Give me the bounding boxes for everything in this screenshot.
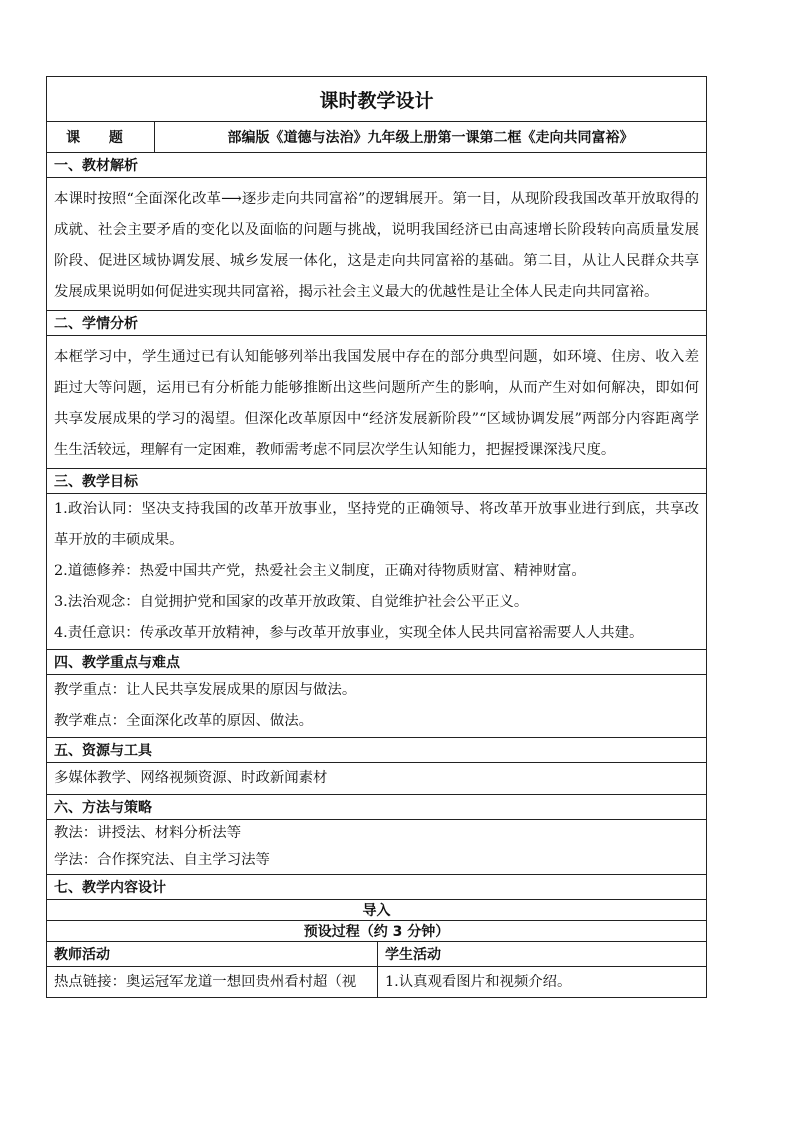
section-heading-resources: 五、资源与工具 xyxy=(47,738,707,763)
document-title: 课时教学设计 xyxy=(47,77,707,122)
section-body-textbook-analysis xyxy=(47,178,707,311)
student-activity-header: 学生活动 xyxy=(378,942,707,967)
student-activity-cell: 1.认真观看图片和视频介绍。 xyxy=(378,967,707,998)
list-item: 2.道德修养：热爱中国共产党，热爱社会主义制度，正确对待物质财富、精神财富。 xyxy=(54,563,586,579)
subject-value: 部编版《道德与法治》九年级上册第一课第二框《走向共同富裕》 xyxy=(155,122,707,153)
list-item: 教学难点：全面深化改革的原因、做法。 xyxy=(54,713,314,729)
list-item: 学法：合作探究法、自主学习法等 xyxy=(54,852,270,868)
process-heading: 预设过程（约 3 分钟） xyxy=(47,921,707,942)
teacher-activity-cell: 热点链接：奥运冠军龙道一想回贵州看村超（视 xyxy=(47,967,378,998)
list-item: 4.责任意识：传承改革开放精神，参与改革开放事业，实现全体人民共同富裕需要人人共建。 xyxy=(54,625,644,641)
lesson-plan-table xyxy=(46,76,707,998)
section-heading-textbook-analysis: 一、教材解析 xyxy=(47,153,707,178)
list-item: 1.政治认同：坚决支持我国的改革开放事业，坚持党的正确领导、将改革开放事业进行到底，共享改革开放的丰硕成果。 xyxy=(54,501,700,548)
section-heading-learner-analysis: 二、学情分析 xyxy=(47,311,707,336)
section-text: 本框学习中，学生通过已有认知能够列举出我国发展中存在的部分典型问题，如环境、住房、收入差距过大等问题，运用已有分析能力能够推断出这些问题所产生的影响，从而产生对如何解决，即如何共享发展成果的学习的渴望。但深化改革原因中“经济发展新阶段”“区域协调发展”两部分内容距离学生生活较远，理解有一定困难，教师需考虑不同层次学生认知能力，把握授课深浅尺度。 xyxy=(54,349,700,458)
list-item: 教学重点：让人民共享发展成果的原因与做法。 xyxy=(54,682,357,698)
section-heading-key-points: 四、教学重点与难点 xyxy=(47,650,707,675)
subject-label: 课 题 xyxy=(47,122,155,153)
section-body-teaching-goals xyxy=(47,494,707,650)
section-body-resources xyxy=(47,763,707,795)
section-heading-methods: 六、方法与策略 xyxy=(47,795,707,820)
section-body-methods xyxy=(47,820,707,875)
section-text: 本课时按照“全面深化改革⟶逐步走向共同富裕”的逻辑展开。第一目，从现阶段我国改革开放取得的成就、社会主要矛盾的变化以及面临的问题与挑战，说明我国经济已由高速增长阶段转向高质量发展阶段、促进区域协调发展、城乡发展一体化，这是走向共同富裕的基础。第二目，从让人民群众共享发展成果说明如何促进实现共同富裕，揭示社会主义最大的优越性是让全体人民走向共同富裕。 xyxy=(54,191,700,300)
lesson-plan-page xyxy=(46,76,706,998)
section-heading-teaching-goals: 三、教学目标 xyxy=(47,469,707,494)
list-item: 3.法治观念：自觉拥护党和国家的改革开放政策、自觉维护社会公平正义。 xyxy=(54,594,529,610)
section-heading-content-design: 七、教学内容设计 xyxy=(47,875,707,900)
section-body-learner-analysis xyxy=(47,336,707,469)
teacher-activity-header: 教师活动 xyxy=(47,942,378,967)
list-item: 多媒体教学、网络视频资源、时政新闻素材 xyxy=(54,770,328,786)
list-item: 教法：讲授法、材料分析法等 xyxy=(54,825,242,841)
section-body-key-points xyxy=(47,675,707,738)
stage-heading: 导入 xyxy=(47,900,707,921)
